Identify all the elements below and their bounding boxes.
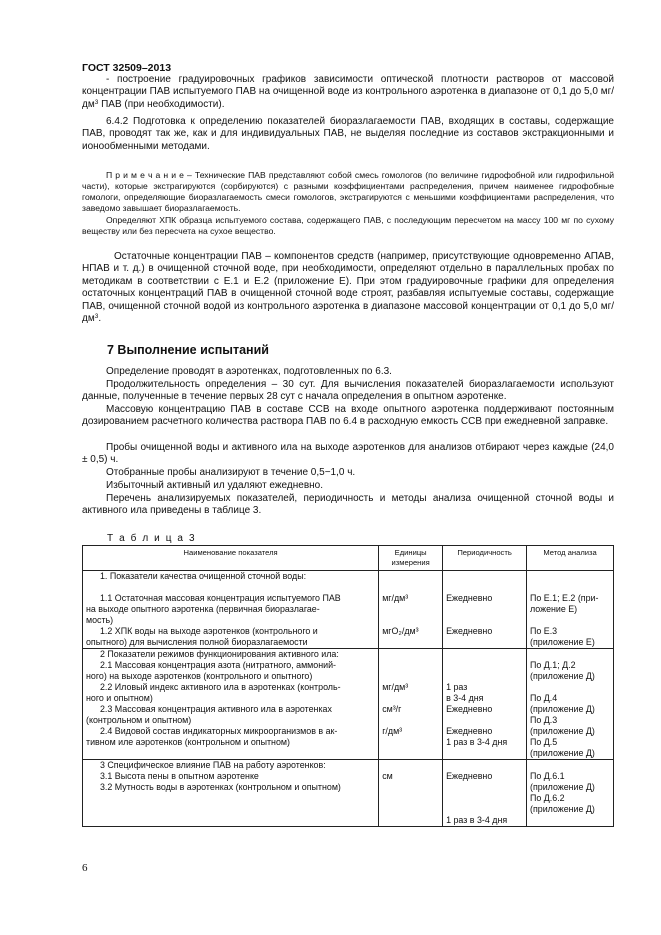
table-cell-period xyxy=(443,571,527,649)
cell-line: 1.2 ХПК воды на выходе аэротенков (контрольного и xyxy=(100,626,318,636)
cell-line: 2.4 Видовой состав индикаторных микроорганизмов в ак- xyxy=(100,726,338,736)
cell-line xyxy=(382,671,439,682)
cell-line: (приложение Д) xyxy=(530,704,595,714)
table-row xyxy=(83,649,614,760)
cell-line: (приложение Е) xyxy=(530,637,595,647)
cell-line xyxy=(382,693,439,704)
cell-line xyxy=(446,748,523,759)
note-text: – Технические ПАВ представляют собой смесь гомологов (по величине гидрофобной или гидрофильной части), которые экстрагируются (сорбируются) с разными коэффициентами распределения, причем наименее гидрофобные гомологи, определяющие биоразлагаемость смеси гомологов, экстрагируются с меньшими коэффициентами распределения, что заведомо завышает биоразлагаемость. xyxy=(82,170,615,213)
cell-line xyxy=(446,804,523,815)
cell-line xyxy=(530,649,610,660)
cell-line: По Д.3 xyxy=(530,715,558,725)
note-paragraph-2: Определяют ХПК образца испытуемого состава, содержащего ПАВ, с последующим пересчетом на массу 100 мг по сухому веществу или без пересчета на сухое вещество. xyxy=(82,215,614,236)
cell-line: мгО₂/дм³ xyxy=(382,626,419,636)
cell-line xyxy=(446,660,523,671)
section-7-para-5: Отобранные пробы анализируют в течение 0,5−1,0 ч. xyxy=(106,467,356,478)
paragraph-6-4-2: 6.4.2 Подготовка к определению показателей биоразлагаемости ПАВ, входящих в составы, содержащие ПАВ, проводят так же, как и для индивидуальных ПАВ, не выделяя последние из составов экстракционными и ионообменными методами. xyxy=(82,116,614,152)
cell-line: 2.2 Иловый индекс активного ила в аэротенках (контроль- xyxy=(100,682,341,692)
table-cell-period xyxy=(443,649,527,760)
cell-line xyxy=(446,571,523,582)
section-7-para-7: Перечень анализируемых показателей, периодичность и методы анализа очищенной сточной воды и активного ила приведены в таблице 3. xyxy=(82,493,614,517)
cell-line: ного и опытном) xyxy=(86,693,153,703)
table-cell-method xyxy=(527,649,614,760)
superscript: 3 xyxy=(94,98,99,106)
cell-line xyxy=(382,804,439,815)
cell-line xyxy=(382,637,439,648)
paragraph-text: Остаточные концентрации ПАВ – компонентов средств (например, присутствующие одновременно АПАВ, НПАВ и т. д.) в очищенной сточной воде, при необходимости, определяют отдельно в параллельных пробах по методикам в соответствии с Е.1 и Е.2 (приложение Е). При этом градуировочные графики для определения остаточных концентраций ПАВ в очищенной сточной воде строят, разбавляя испытуемые составы, содержащие ПАВ, очищенной сточной водой из контрольного аэротенка в диапазоне массовой концентрации от 0,1 до 5,0 мг/дм xyxy=(82,251,614,325)
cell-line xyxy=(382,604,439,615)
table-cell-units xyxy=(379,649,443,760)
table-cell-units xyxy=(379,571,443,649)
cell-line xyxy=(382,782,439,793)
cell-line: По Д.1; Д.2 xyxy=(530,660,576,670)
table-cell-name xyxy=(83,649,379,760)
paragraph-text-tail: . xyxy=(98,313,102,325)
section-7-para-2: Продолжительность определения – 30 сут. Для вычисления показателей биоразлагаемости используют данные, полученные в течение первых 28 сут с начала определения в опытном аэротенке. xyxy=(82,379,614,403)
cell-line: (приложение Д) xyxy=(530,804,595,814)
table-cell-period xyxy=(443,760,527,827)
cell-line xyxy=(382,760,439,771)
cell-line: 2.3 Массовая концентрация активного ила в аэротенках xyxy=(100,704,332,714)
cell-line: 1. Показатели качества очищенной сточной воды: xyxy=(100,571,307,581)
cell-line xyxy=(86,804,375,815)
cell-line xyxy=(530,571,610,582)
cell-line: 1 раз xyxy=(446,682,468,692)
cell-line: (приложение Д) xyxy=(530,748,595,758)
cell-line: Ежедневно xyxy=(446,771,493,781)
cell-line: мг/дм³ xyxy=(382,593,409,603)
table-cell-units xyxy=(379,760,443,827)
cell-line: (приложение Д) xyxy=(530,726,595,736)
paragraph-residual xyxy=(82,251,614,325)
header-method: Метод анализа xyxy=(527,546,614,571)
cell-line: 3 Специфическое влияние ПАВ на работу аэротенков: xyxy=(100,760,326,770)
cell-line: Ежедневно xyxy=(446,704,493,714)
cell-line xyxy=(530,682,610,693)
cell-line xyxy=(382,582,439,593)
cell-line: (приложение Д) xyxy=(530,671,595,681)
cell-line: (приложение Д) xyxy=(530,782,595,792)
header-period: Периодичность xyxy=(443,546,527,571)
cell-line xyxy=(86,793,375,804)
cell-line: По Д.6.2 xyxy=(530,793,565,803)
cell-line: г/дм³ xyxy=(382,726,403,736)
cell-line: 3.2 Мутность воды в аэротенках (контрольном и опытном) xyxy=(100,782,341,792)
header-units: Единицы измерения xyxy=(379,546,443,571)
table-cell-method xyxy=(527,760,614,827)
cell-line xyxy=(530,760,610,771)
table-header-row xyxy=(83,546,614,571)
cell-line: 2 Показатели режимов функционирования активного ила: xyxy=(100,649,339,659)
cell-line: 1 раз в 3-4 дня xyxy=(446,737,508,747)
cell-line xyxy=(446,582,523,593)
section-7-title: 7 Выполнение испытаний xyxy=(107,343,269,357)
cell-line xyxy=(530,615,610,626)
cell-line: По Е.3 xyxy=(530,626,558,636)
cell-line: 2.1 Массовая концентрация азота (нитратного, аммоний- xyxy=(100,660,336,670)
cell-line: 3.1 Высота пены в опытном аэротенке xyxy=(100,771,259,781)
cell-line xyxy=(530,815,610,826)
cell-line: см xyxy=(382,771,393,781)
cell-line: ложение Е) xyxy=(530,604,578,614)
cell-line: мг/дм³ xyxy=(382,682,409,692)
cell-line: опытного) для вычисления полной биоразлагаемости xyxy=(86,637,308,647)
cell-line xyxy=(382,615,439,626)
table-row xyxy=(83,760,614,827)
cell-line xyxy=(446,649,523,660)
section-7-para-3: Массовую концентрацию ПАВ в составе ССВ на входе опытного аэротенка поддерживают постоянным дозированием расчетного количества раствора ПАВ по 6.4 в расходную емкость ССВ при ежедневной заправке. xyxy=(82,404,614,428)
cell-line xyxy=(446,760,523,771)
cell-line xyxy=(446,604,523,615)
cell-line xyxy=(382,793,439,804)
cell-line xyxy=(86,748,375,759)
cell-line: Ежедневно xyxy=(446,626,493,636)
cell-line: в 3-4 дня xyxy=(446,693,484,703)
header-name: Наименование показателя xyxy=(83,546,379,571)
cell-line xyxy=(446,715,523,726)
cell-line: По Д.5 xyxy=(530,737,558,747)
cell-line xyxy=(446,615,523,626)
cell-line xyxy=(382,649,439,660)
cell-line xyxy=(382,748,439,759)
cell-line xyxy=(446,637,523,648)
cell-line xyxy=(446,671,523,682)
cell-line: 1.1 Остаточная массовая концентрация испытуемого ПАВ xyxy=(100,593,341,603)
cell-line: ного) на выходе аэротенков (контрольного и опытного) xyxy=(86,671,313,681)
section-7-para-4: Пробы очищенной воды и активного ила на выходе аэротенков для анализов отбирают через каждые (24,0 ± 0,5) ч. xyxy=(82,442,614,466)
paragraph-text-tail: ПАВ (при необходимости). xyxy=(98,98,225,110)
standard-header: ГОСТ 32509–2013 xyxy=(82,62,172,74)
page-number: 6 xyxy=(82,862,88,874)
note-paragraph xyxy=(82,170,614,214)
cell-line xyxy=(382,660,439,671)
table-caption: Т а б л и ц а 3 xyxy=(107,533,197,544)
table-cell-name xyxy=(83,571,379,649)
cell-line xyxy=(86,815,375,826)
cell-line xyxy=(86,582,375,593)
superscript: 3 xyxy=(94,313,99,321)
table-cell-name xyxy=(83,760,379,827)
cell-line xyxy=(382,571,439,582)
cell-line: Ежедневно xyxy=(446,593,493,603)
table-row xyxy=(83,571,614,649)
table-cell-method xyxy=(527,571,614,649)
cell-line: 1 раз в 3-4 дня xyxy=(446,815,508,825)
paragraph-graduation xyxy=(82,74,614,111)
cell-line xyxy=(530,582,610,593)
cell-line xyxy=(382,815,439,826)
cell-line xyxy=(382,715,439,726)
cell-line xyxy=(446,793,523,804)
table-body xyxy=(83,571,614,827)
section-7-para-6: Избыточный активный ил удаляют ежедневно. xyxy=(106,480,323,491)
cell-line: По Д.6.1 xyxy=(530,771,565,781)
cell-line: (контрольном и опытном) xyxy=(86,715,192,725)
cell-line: мость) xyxy=(86,615,114,625)
cell-line xyxy=(446,782,523,793)
cell-line: тивном иле аэротенков (контрольном и опытном) xyxy=(86,737,290,747)
cell-line: По Д.4 xyxy=(530,693,558,703)
table-3 xyxy=(82,545,614,827)
cell-line xyxy=(382,737,439,748)
paragraph-text: - построение градуировочных графиков зависимости оптической плотности растворов от массовой концентрации ПАВ испытуемого ПАВ на очищенной воде из контрольного аэротенка в диапазоне от 0,1 до 5,0 мг/дм xyxy=(82,74,614,110)
section-7-para-1: Определение проводят в аэротенках, подготовленных по 6.3. xyxy=(106,366,392,377)
cell-line: По Е.1; Е.2 (при- xyxy=(530,593,599,603)
note-label: П р и м е ч а н и е xyxy=(106,170,184,180)
cell-line: см³/г xyxy=(382,704,402,714)
cell-line: на выходе опытного аэротенка (первичная биоразлагае- xyxy=(86,604,320,614)
cell-line: Ежедневно xyxy=(446,726,493,736)
